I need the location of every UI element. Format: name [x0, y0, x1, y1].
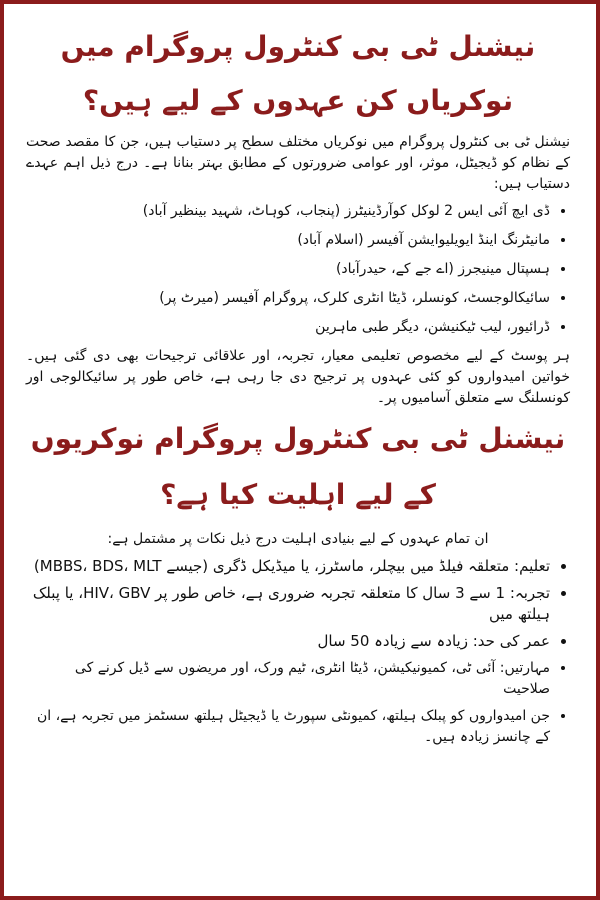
- eligibility-item: • تعلیم: متعلقہ فیلڈ میں بیچلر، ماسٹرز، یا میڈیکل ڈگری (جیسے MBBS، BDS، MLT): [26, 556, 550, 577]
- eligibility-item: • مہارتیں: آئی ٹی، کمیونیکیشن، ڈیٹا انٹری، ٹیم ورک، اور مریضوں سے ڈیل کرنے کی صلاحیت: [26, 658, 550, 700]
- eligibility-item: • تجربہ: 1 سے 3 سال کا متعلقہ تجربہ ضروری ہے، خاص طور پر HIV، GBV، یا پبلک ہیلتھ میں: [26, 583, 550, 625]
- section2-title: نیشنل ٹی بی کنٹرول پروگرام نوکریوں کے لیے اہلیت کیا ہے؟: [30, 422, 566, 511]
- eligibility-item: • عمر کی حد: زیادہ سے زیادہ 50 سال: [26, 631, 550, 652]
- role-item: • سائیکالوجسٹ، کونسلر، ڈیٹا انٹری کلرک، پروگرام آفیسر (میرٹ پر): [26, 288, 550, 309]
- role-item: • ڈرائیور، لیب ٹیکنیشن، دیگر طبی ماہرین: [26, 317, 550, 338]
- role-item: • ڈی ایچ آئی ایس 2 لوکل کوآرڈینیٹرز (پنجاب، کوہاٹ، شہید بینظیر آباد): [26, 201, 550, 222]
- section1-title: نیشنل ٹی بی کنٹرول پروگرام میں نوکریاں کن عہدوں کے لیے ہیں؟: [60, 30, 536, 117]
- section1-note: ہر پوسٹ کے لیے مخصوص تعلیمی معیار، تجربہ، اور علاقائی ترجیحات بھی دی گئی ہیں۔ خواتین امیدواروں کو کئی عہدوں پر ترجیح دی جا رہی ہے، خاص طور پر سائیکالوجی اور کونسلنگ سے متعلق آسامیوں پر۔: [26, 348, 570, 406]
- role-item: • ہسپتال مینیجرز (اے جے کے، حیدرآباد): [26, 259, 550, 280]
- roles-list: [26, 201, 570, 338]
- eligibility-list: [26, 556, 570, 748]
- section1-intro: نیشنل ٹی بی کنٹرول پروگرام میں نوکریاں مختلف سطح پر دستیاب ہیں، جن کا مقصد صحت کے نظام کو ڈیجیٹل، موثر، اور عوامی ضرورتوں کے مطابق بہتر بنانا ہے۔ درج ذیل اہم عہدے دستیاب ہیں:: [26, 134, 570, 192]
- eligibility-item: • جن امیدواروں کو پبلک ہیلتھ، کمیونٹی سپورٹ یا ڈیجیٹل ہیلتھ سسٹمز میں تجربہ ہے، ان کے چانسز زیادہ ہیں۔: [26, 706, 550, 748]
- role-item: • مانیٹرنگ اینڈ ایویلیوایشن آفیسر (اسلام آباد): [26, 230, 550, 251]
- section2-lead: ان تمام عہدوں کے لیے بنیادی اہلیت درج ذیل نکات پر مشتمل ہے:: [107, 531, 489, 547]
